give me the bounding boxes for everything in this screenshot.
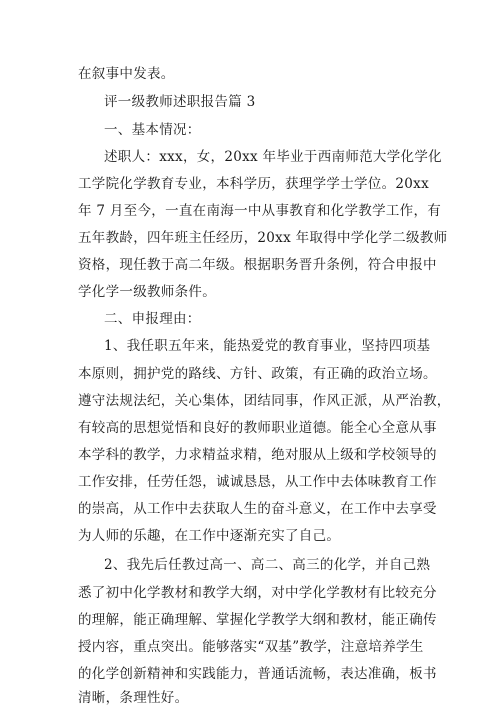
text-line: 的崇高，从工作中去获取人生的奋斗意义，在工作中去享受 [78,501,437,517]
text-line: 1、我任职五年来，能热爱党的教育事业，坚持四项基 [104,338,431,354]
text-line: 为人师的乐趣，在工作中逐渐充实了自己。 [78,528,341,544]
heading-reasons: 二、申报理由： [104,311,201,327]
text-line: 学化学一级教师条件。 [78,284,216,300]
text-line: 的理解，能正确理解、掌握化学教学大纲和教材，能正确传 [78,612,437,628]
section-title: 评一级教师述职报告篇 3 [104,94,256,110]
text-line: 工作安排，任劳任怨，诚诚恳恳，从工作中去体味教育工作 [78,474,437,490]
text-line: 清晰，条理性好。 [78,690,189,706]
text-line: 有较高的思想觉悟和良好的教师职业道德。能全心全意从事 [78,420,437,436]
text-line: 述职人：xxx，女，20xx 年毕业于西南师范大学化学化 [104,149,442,165]
text-line: 遵守法规法纪，关心集体，团结同事，作风正派，从严治教， [78,393,451,409]
text-line: 五年教龄，四年班主任经历，20xx 年取得中学化学二级教师 [78,230,448,246]
text-line: 授内容，重点突出。能够落实“双基”教学，注意培养学生 [78,639,424,655]
text-line: 本原则，拥护党的路线、方针、政策，有正确的政治立场。 [78,366,437,382]
text-line: 的化学创新精神和实践能力，普通话流畅，表达准确，板书 [78,666,437,682]
text-line: 资格，现任教于高二年级。根据职务晋升条例，符合申报中 [78,257,437,273]
text-line: 年 7 月至今，一直在南海一中从事教育和化学教学工作，有 [78,203,442,219]
text-line: 悉了初中化学教材和教学大纲，对中学化学教材有比较充分 [78,585,437,601]
text-line: 工学院化学教育专业，本科学历，获理学学士学位。20xx [78,176,430,192]
text-line-continuation: 在叙事中发表。 [78,66,175,82]
heading-basic-info: 一、基本情况： [104,122,201,138]
text-line: 2、我先后任教过高一、高二、高三的化学，并自己熟 [104,557,431,573]
text-line: 本学科的教学，力求精益求精，绝对服从上级和学校领导的 [78,447,437,463]
